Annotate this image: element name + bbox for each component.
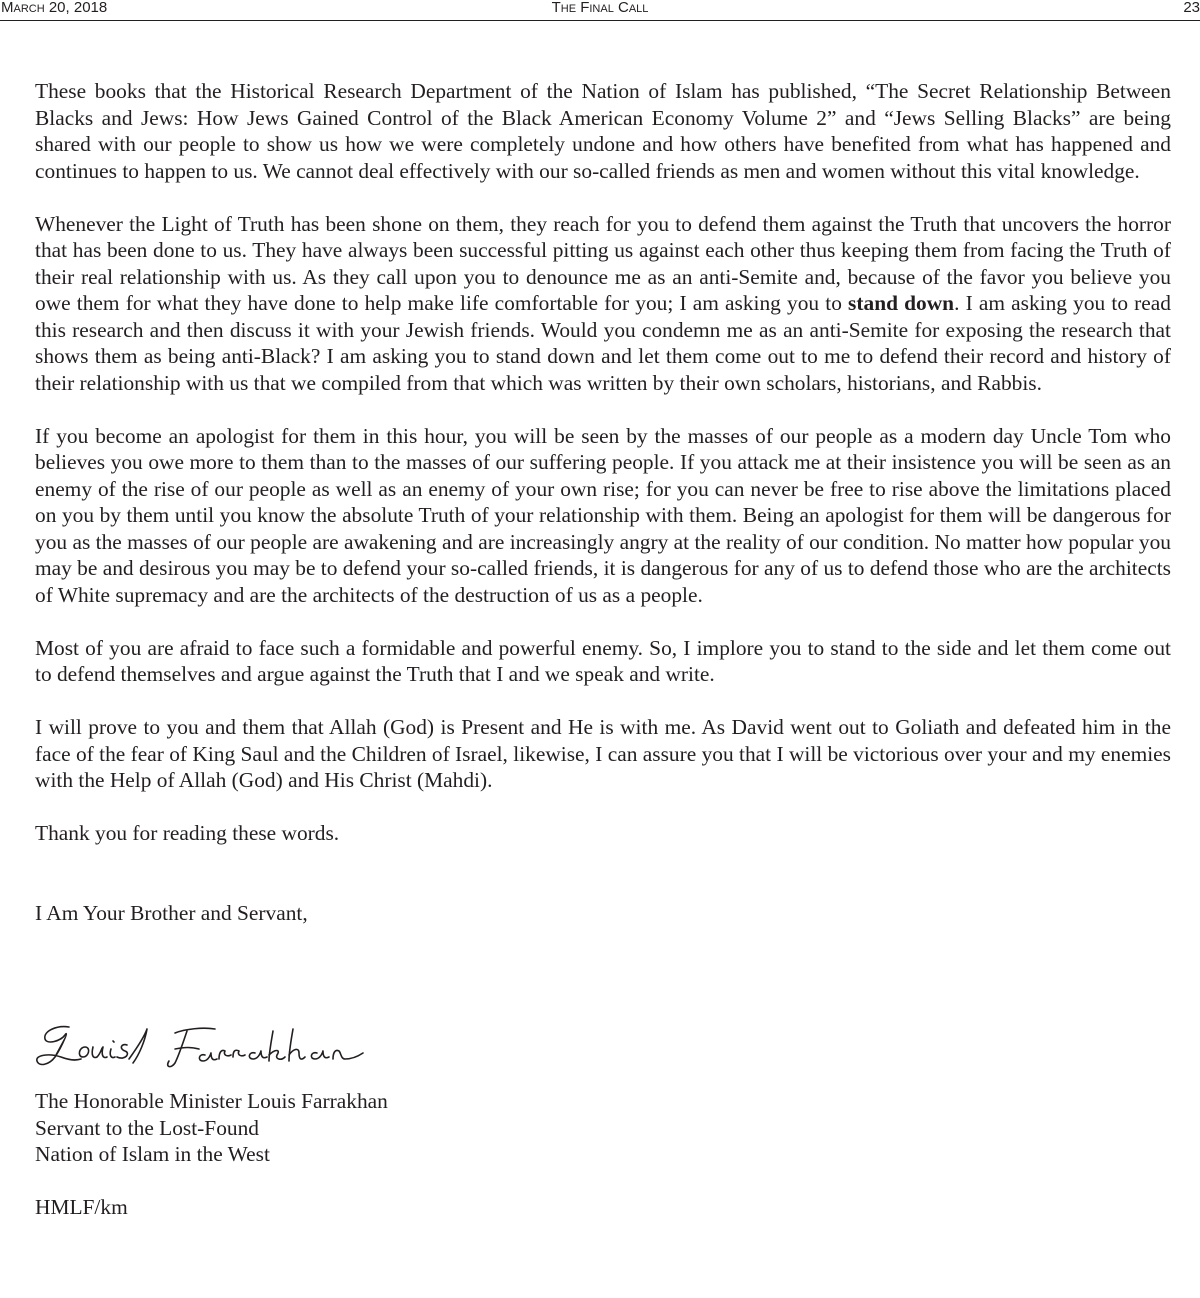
signatory-line-3: Nation of Islam in the West [35,1142,270,1166]
signature-image [35,1015,365,1073]
initials: HMLF/km [35,1195,128,1219]
paragraph-4: Most of you are afraid to face such a formidable and powerful enemy. So, I implore you to stand to the side and let them come out to defend themselves and argue against the Truth that I and we speak and write. [35,635,1171,686]
signatory-line-1: The Honorable Minister Louis Farrakhan [35,1089,388,1113]
header-publication: The Final Call [551,0,649,16]
paragraph-3: If you become an apologist for them in this hour, you will be seen by the masses of our people as a modern day Uncle Tom who believes you owe more to them than to the masses of our suffering people. If you attack me at their insistence you will be seen as an enemy of the rise of our people as well as an enemy of your own rise; for you can never be free to rise above the limitations placed on you by them until you know the absolute Truth of your relationship with them. Being an apologist for them will be dangerous for you as the masses of our people are awakening and are increasingly angry at the reality of our condition. No matter how popular you may be and desirous you may be to defend your so-called friends, it is dangerous for any of us to defend those who are the architects of White supremacy and are the architects of the destruction of us as a people. [35,423,1171,607]
paragraph-2-text-b: . I am asking you to read this research and then discuss it with your Jewish friends. Would you condemn me as an anti-Semite for exposing the research that shows them as being anti-Black? I am asking you to stand down and let them come out to me to defend their record and history of their relationship with us that we compiled from that which was written by their own scholars, historians, and Rabbis. [35,291,1171,395]
paragraph-2 [35,211,1171,397]
signatory-block [35,1088,388,1221]
letter-body [35,78,1171,926]
page-header [0,0,1200,21]
paragraph-1: These books that the Historical Research Department of the Nation of Islam has published, “The Secret Relationship Between Blacks and Jews: How Jews Gained Control of the Black American Economy Volume 2” and “Jews Selling Blacks” are being shared with our people to show us how we were completely undone and how others have benefited from what has happened and continues to happen to us. We cannot deal effectively with our so-called friends as men and women without this vital knowledge. [35,79,1171,183]
closing-line [35,900,1171,927]
header-page-number: 23 [1183,0,1200,16]
paragraph-2-text-a: Whenever the Light of Truth has been shone on them, they reach for you to defend them against the Truth that uncovers the horror that has been done to us. They have always been successful pitting us against each other thus keeping them from facing the Truth of their real relationship with us. As they call upon you to denounce me as an anti-Semite and, because of the favor you believe you owe them for what they have done to help make life comfortable for you; I am asking you to [35,211,1171,315]
signatory-line-2: Servant to the Lost-Found [35,1115,259,1140]
header-date: March 20, 2018 [1,0,108,16]
paragraph-5: I will prove to you and them that Allah (God) is Present and He is with me. As David went out to Goliath and defeated him in the face of the fear of King Saul and the Children of Israel, likewise, I can assure you that I will be victorious over your and my enemies with the Help of Allah (God) and His Christ (Mahdi). [35,715,1171,792]
stand-down-emphasis: stand down [848,291,955,315]
paragraph-6: Thank you for reading these words. [35,821,340,845]
closing-text: I Am Your Brother and Servant, [35,900,308,925]
